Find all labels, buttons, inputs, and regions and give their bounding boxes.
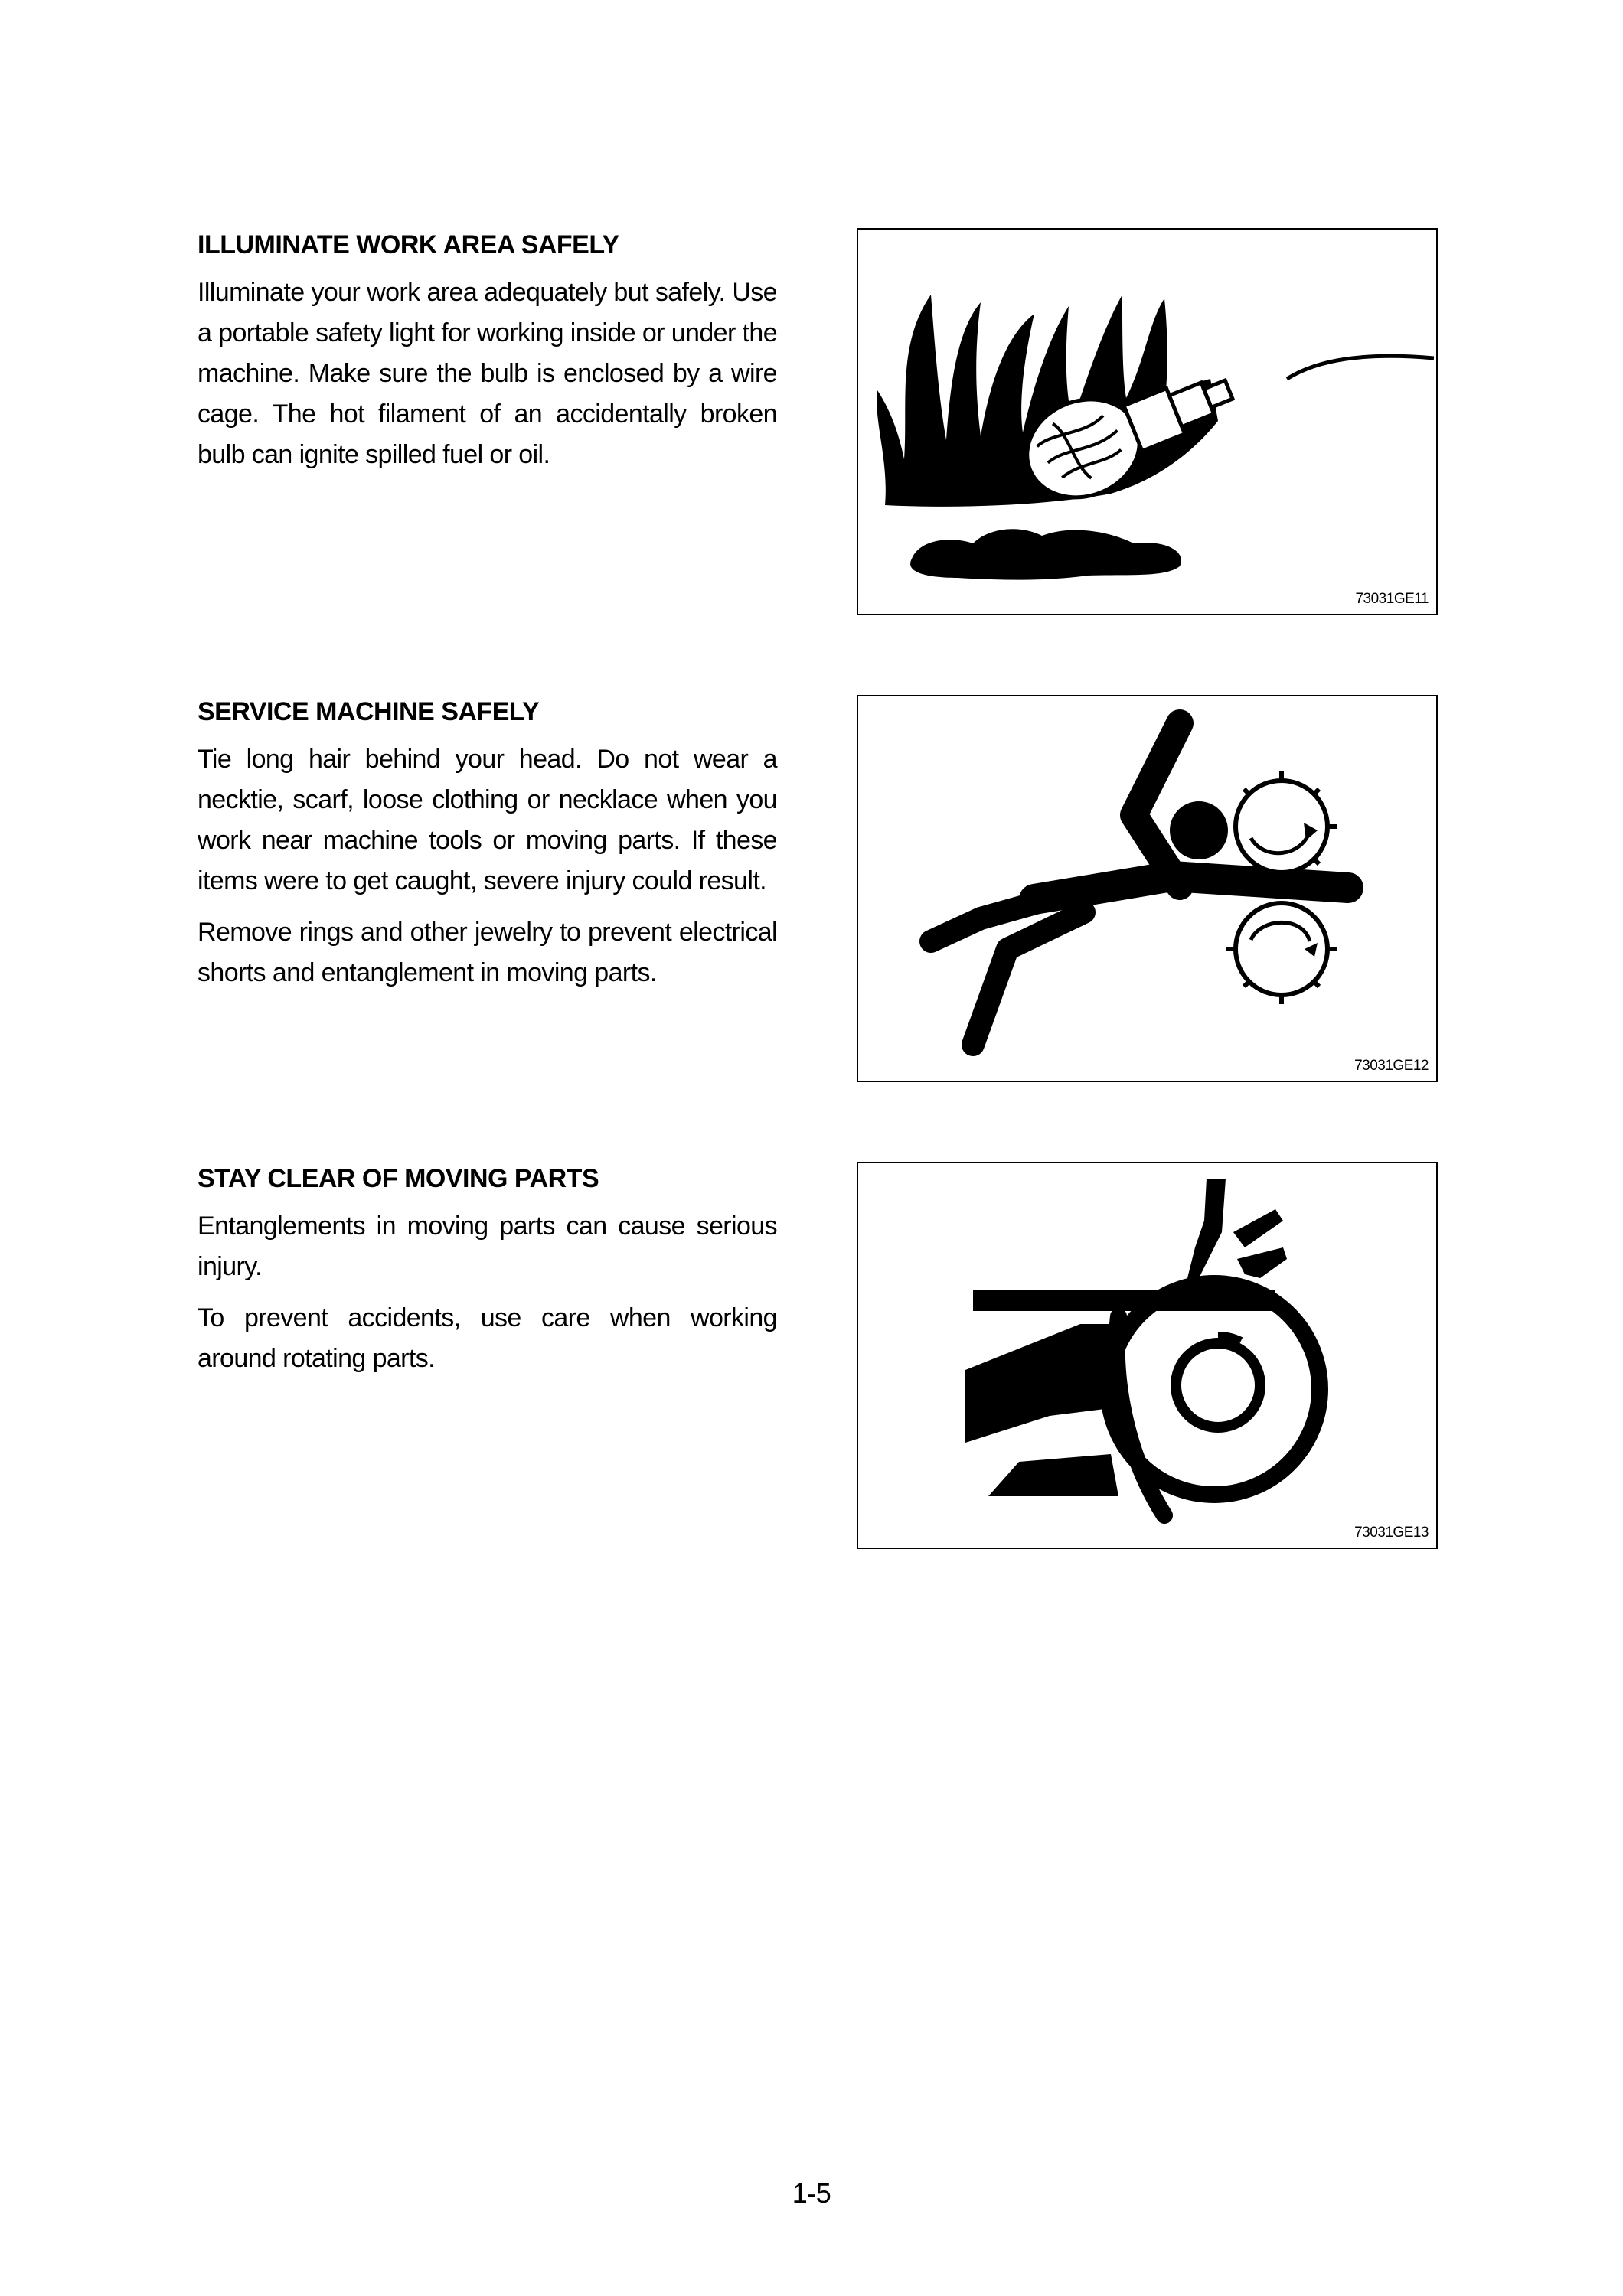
figure-code: 73031GE13	[1354, 1525, 1429, 1541]
section-paragraph: Tie long hair behind your head. Do not wear a necktie, scarf, loose clothing or necklace when you work near machine tools or moving parts. If these items were to get caught, severe injury could result.	[198, 745, 777, 895]
section-paragraph: To prevent accidents, use care when working around rotating parts.	[198, 1303, 777, 1373]
figure-frame	[857, 1162, 1438, 1549]
figure-code: 73031GE12	[1354, 1058, 1429, 1074]
section-heading: ILLUMINATE WORK AREA SAFELY	[198, 230, 619, 259]
section-heading: STAY CLEAR OF MOVING PARTS	[198, 1164, 599, 1193]
section-paragraph: Illuminate your work area adequately but safely. Use a portable safety light for working inside or under the machine. Make sure the bulb is enclosed by a wire cage. The hot filament of an accidentally broken bulb can ignite spilled fuel or oil.	[198, 278, 778, 469]
figure-code: 73031GE11	[1355, 591, 1429, 607]
section-heading: SERVICE MACHINE SAFELY	[198, 697, 540, 726]
rotating-parts-hand-icon	[858, 1163, 1436, 1548]
section-paragraph: Entanglements in moving parts can cause serious injury.	[198, 1212, 777, 1281]
page-number: 1-5	[792, 2177, 831, 2209]
figure-frame	[857, 228, 1438, 615]
section-text	[198, 695, 777, 1004]
section-text	[198, 1162, 777, 1390]
section-text	[198, 228, 777, 486]
figure-frame	[857, 695, 1438, 1082]
fire-lamp-icon	[858, 230, 1436, 614]
entanglement-person-icon	[858, 696, 1436, 1081]
section-paragraph: Remove rings and other jewelry to prevent electrical shorts and entanglement in moving parts.	[198, 918, 777, 987]
